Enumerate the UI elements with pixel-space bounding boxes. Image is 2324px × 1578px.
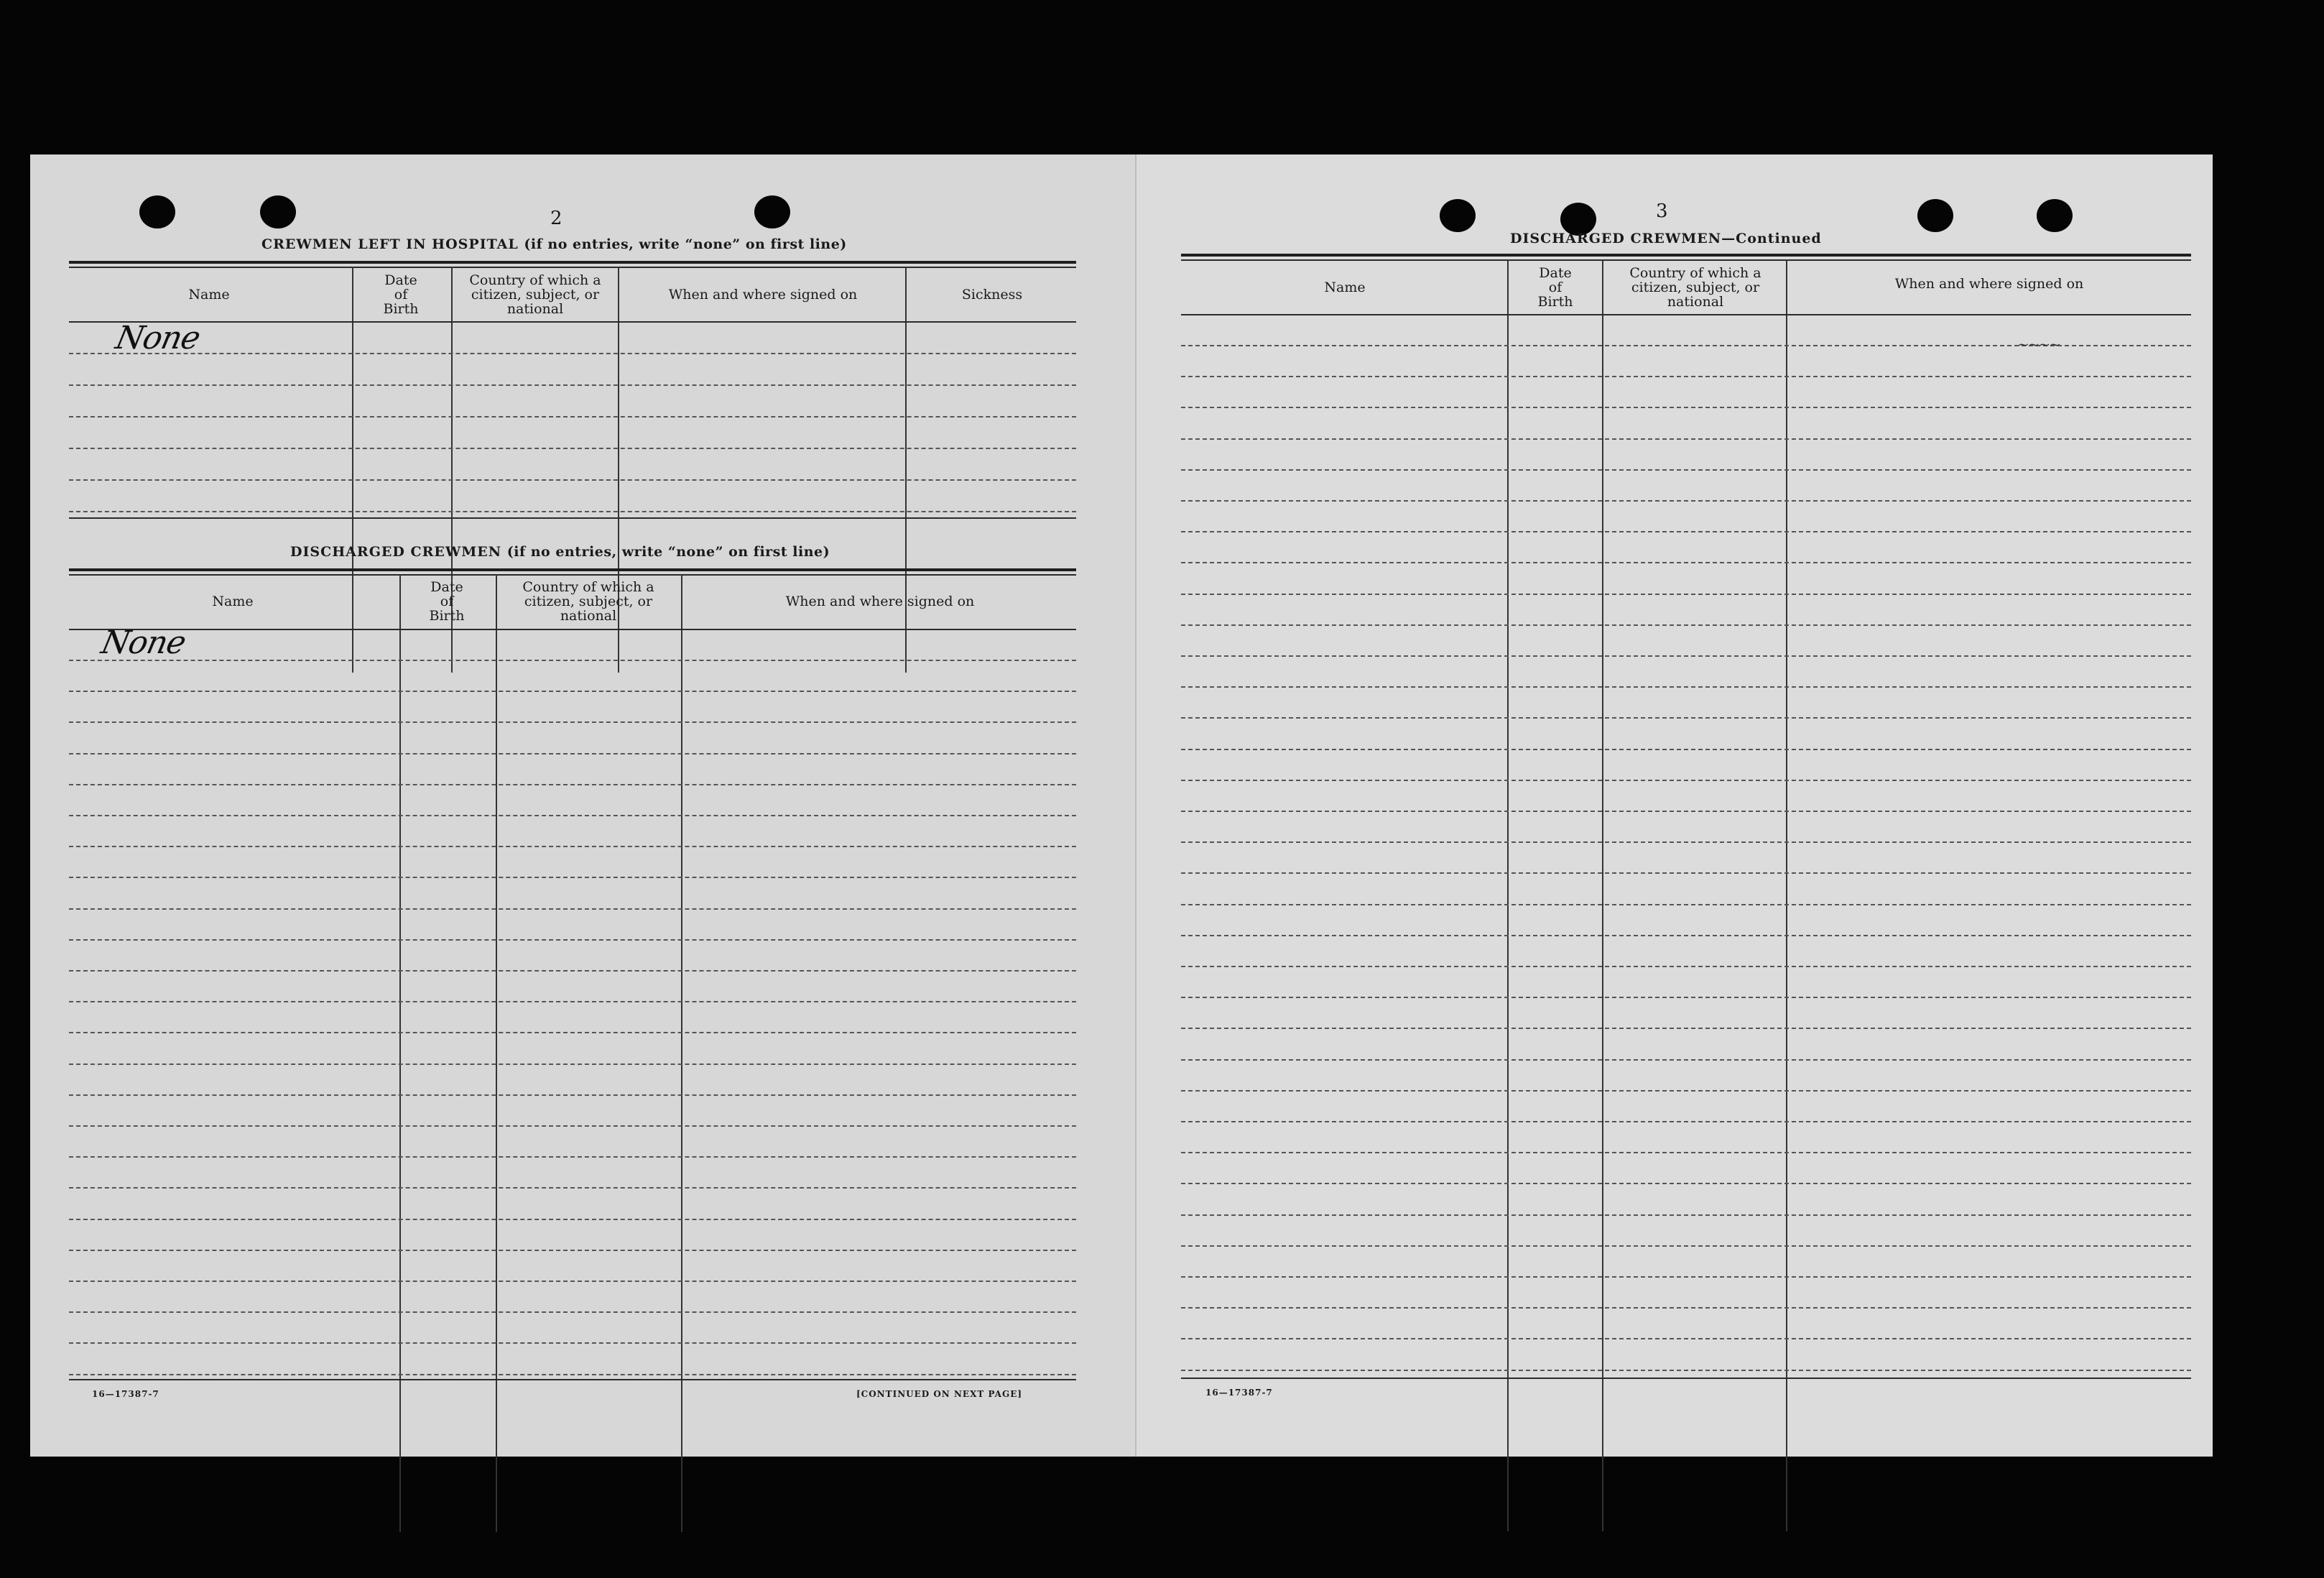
table-row-line: [69, 1374, 1076, 1375]
right-page: [1136, 154, 2213, 1457]
table-row-line: [69, 846, 1076, 847]
table-row-line: [1181, 966, 2191, 967]
table-row-line: [1181, 1121, 2191, 1122]
table-row-line: [69, 1219, 1076, 1220]
table-top-rule: [1181, 259, 2191, 261]
punch-hole: [1917, 199, 1953, 232]
form-number: 16—17387-7: [92, 1389, 159, 1399]
header-word: Birth: [429, 608, 465, 624]
column-divider: [905, 267, 907, 673]
punch-hole: [1440, 199, 1476, 232]
table-row-line: [1181, 531, 2191, 532]
header-rule: [69, 321, 1076, 323]
discharged-title-main: DISCHARGED CREWMEN: [290, 544, 502, 560]
table-row-line: [69, 691, 1076, 692]
table-row-line: [69, 416, 1076, 417]
table-row-line: [1181, 1090, 2191, 1092]
header-rule: [69, 629, 1076, 630]
table-row-line: [69, 939, 1076, 941]
header-line: national: [560, 608, 617, 624]
column-header-country: [455, 273, 615, 316]
header-word: of: [440, 594, 454, 609]
table-row-line: [1181, 1370, 2191, 1371]
table-row-line: [1181, 1183, 2191, 1184]
table-row-line: [1181, 935, 2191, 936]
table-row-line: [1181, 686, 2191, 688]
table-row-line: [69, 1094, 1076, 1096]
table-row-line: [69, 1342, 1076, 1344]
header-word: Date: [384, 272, 417, 288]
header-line: national: [1667, 294, 1724, 310]
column-header-name: Name: [1324, 280, 1366, 295]
table-row-line: [69, 970, 1076, 972]
page-number: 3: [1656, 200, 1668, 222]
table-row-line: [1181, 1152, 2191, 1153]
column-divider: [496, 574, 497, 1532]
handwritten-entry: None: [98, 624, 189, 661]
table-row-line: [1181, 1276, 2191, 1278]
handwritten-entry: None: [112, 320, 203, 356]
table-row-line: [1181, 872, 2191, 874]
column-divider: [352, 267, 353, 673]
column-header-name: Name: [188, 287, 230, 303]
continued-note: [CONTINUED ON NEXT PAGE]: [856, 1389, 1023, 1399]
header-word: of: [394, 287, 408, 303]
table-row-line: [69, 908, 1076, 910]
table-bottom-rule: [1181, 1378, 2191, 1379]
table-row-line: [69, 721, 1076, 723]
table-row-line: [69, 1311, 1076, 1313]
table-row-line: [69, 1032, 1076, 1033]
table-row-line: [69, 384, 1076, 386]
table-bottom-rule: [69, 1379, 1076, 1380]
page-number: 2: [550, 208, 563, 229]
table-row-line: [69, 448, 1076, 449]
discharged-section-title: [290, 544, 830, 560]
table-row-line: [69, 877, 1076, 878]
table-row-line: [69, 1125, 1076, 1127]
table-row-line: [1181, 594, 2191, 595]
table-row-line: [1181, 500, 2191, 502]
header-line: citizen, subject, or: [524, 594, 653, 609]
pen-mark: ~~~~: [2017, 336, 2060, 353]
table-row-line: [69, 660, 1076, 661]
table-row-line: [1181, 624, 2191, 626]
column-divider: [399, 574, 401, 1532]
table-row-line: [69, 815, 1076, 816]
hospital-title-main: CREWMEN LEFT IN HOSPITAL: [261, 236, 519, 252]
table-row-line: [1181, 1028, 2191, 1029]
column-header-date-of-birth: [1510, 266, 1601, 309]
header-line: Country of which a: [469, 272, 601, 288]
column-header-signed-on: When and where signed on: [785, 594, 975, 609]
column-header-date-of-birth: [352, 273, 450, 316]
column-header-country: [1605, 266, 1786, 309]
table-row-line: [69, 353, 1076, 354]
table-row-line: [69, 511, 1076, 512]
column-header-sickness: Sickness: [961, 287, 1023, 303]
header-line: citizen, subject, or: [471, 287, 600, 303]
table-row-line: [69, 1063, 1076, 1065]
form-number: 16—17387-7: [1205, 1388, 1273, 1398]
table-row-line: [1181, 811, 2191, 812]
table-row-line: [1181, 904, 2191, 905]
table-row-line: [69, 1281, 1076, 1282]
column-divider: [1602, 259, 1603, 1531]
column-header-country: [499, 580, 678, 623]
header-word: of: [1548, 280, 1563, 295]
punch-hole: [2037, 199, 2073, 232]
table-top-rule: [69, 267, 1076, 268]
table-row-line: [1181, 376, 2191, 377]
table-row-line: [1181, 780, 2191, 781]
punch-hole: [139, 195, 175, 229]
table-row-line: [1181, 841, 2191, 843]
header-word: Date: [430, 579, 463, 595]
left-page: [30, 154, 1136, 1457]
table-row-line: [1181, 438, 2191, 440]
discharged-continued-title: DISCHARGED CREWMEN—Continued: [1510, 231, 1822, 246]
table-top-rule: [69, 261, 1076, 264]
discharged-title-note: (if no entries, write “none” on first line): [506, 544, 830, 560]
table-row-line: [69, 753, 1076, 755]
hospital-section-title: [261, 236, 847, 252]
column-divider: [1507, 259, 1509, 1531]
table-bottom-rule: [69, 517, 1076, 519]
table-row-line: [1181, 749, 2191, 750]
table-top-rule: [69, 568, 1076, 571]
column-header-name: Name: [212, 594, 254, 609]
header-line: national: [506, 301, 564, 317]
header-word: Birth: [383, 301, 419, 317]
punch-hole: [260, 195, 296, 229]
table-row-line: [69, 1250, 1076, 1251]
table-top-rule: [1181, 254, 2191, 257]
table-row-line: [1181, 407, 2191, 408]
table-row-line: [69, 1156, 1076, 1158]
table-row-line: [1181, 1245, 2191, 1247]
punch-hole: [754, 195, 790, 229]
table-row-line: [1181, 562, 2191, 563]
table-row-line: [1181, 1059, 2191, 1061]
column-divider: [1786, 259, 1787, 1531]
table-row-line: [69, 784, 1076, 785]
column-divider: [681, 574, 682, 1532]
table-row-line: [1181, 1214, 2191, 1216]
table-row-line: [1181, 1307, 2191, 1309]
table-row-line: [69, 1001, 1076, 1002]
header-rule: [1181, 314, 2191, 315]
hospital-title-note: (if no entries, write “none” on first line): [524, 236, 847, 252]
table-top-rule: [69, 574, 1076, 576]
table-row-line: [69, 479, 1076, 481]
table-row-line: [1181, 1338, 2191, 1339]
header-word: Birth: [1537, 294, 1573, 310]
header-line: Country of which a: [1629, 265, 1761, 281]
table-row-line: [1181, 997, 2191, 998]
header-word: Date: [1539, 265, 1572, 281]
table-row-line: [1181, 717, 2191, 719]
table-row-line: [1181, 655, 2191, 657]
table-row-line: [69, 1187, 1076, 1189]
table-row-line: [1181, 469, 2191, 471]
header-line: citizen, subject, or: [1631, 280, 1760, 295]
header-line: Country of which a: [522, 579, 654, 595]
column-header-date-of-birth: [399, 580, 494, 623]
column-header-signed-on: When and where signed on: [1894, 276, 2084, 292]
column-header-signed-on: When and where signed on: [668, 287, 858, 303]
